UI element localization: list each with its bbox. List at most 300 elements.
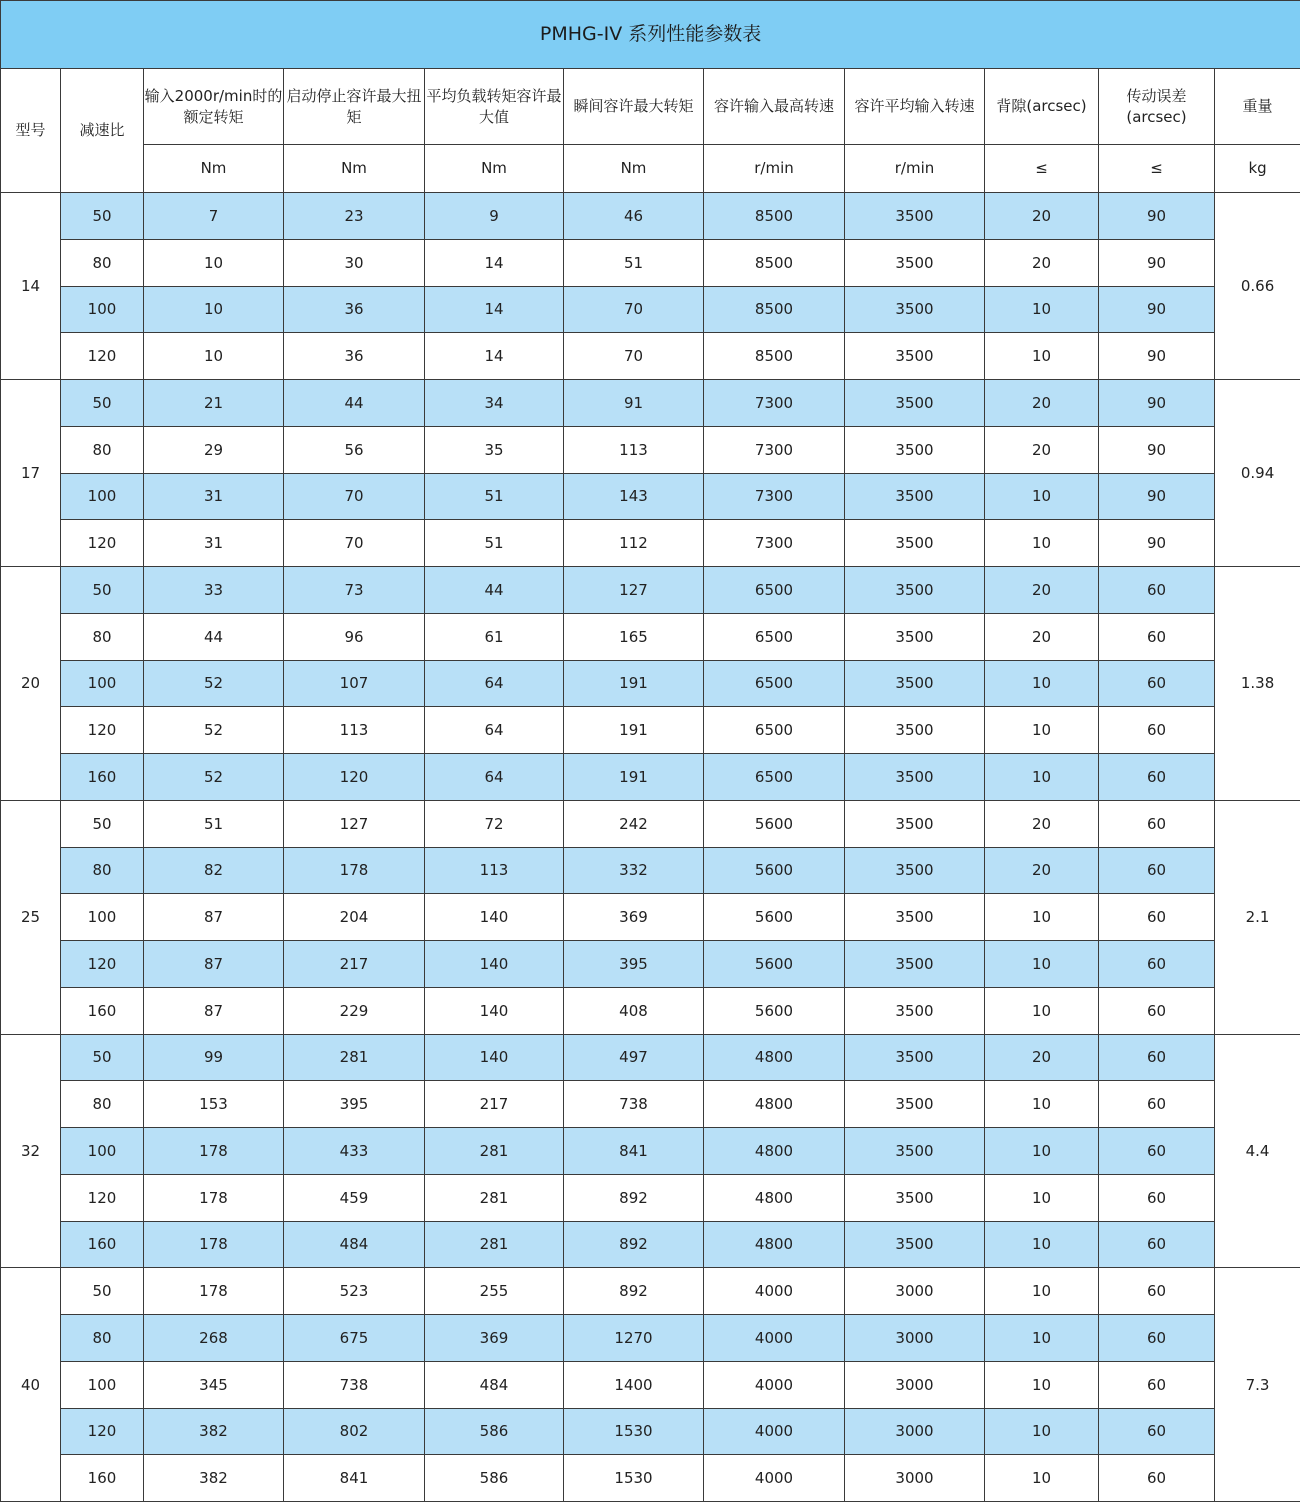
value-cell: 4800 (704, 1221, 845, 1268)
value-cell: 73 (284, 567, 425, 614)
header-max-input-speed: 容许输入最高转速 (704, 69, 845, 145)
value-cell: 20 (985, 239, 1099, 286)
ratio-cell: 80 (61, 239, 144, 286)
value-cell: 4800 (704, 1034, 845, 1081)
value-cell: 10 (144, 239, 284, 286)
value-cell: 23 (284, 193, 425, 240)
value-cell: 5600 (704, 941, 845, 988)
table-row (1, 239, 1300, 286)
value-cell: 60 (1099, 941, 1215, 988)
value-cell: 1270 (564, 1315, 704, 1362)
value-cell: 51 (425, 473, 564, 520)
value-cell: 4800 (704, 1174, 845, 1221)
value-cell: 64 (425, 754, 564, 801)
ratio-cell: 80 (61, 426, 144, 473)
value-cell: 281 (425, 1221, 564, 1268)
value-cell: 242 (564, 800, 704, 847)
table-row (1, 613, 1300, 660)
ratio-cell: 120 (61, 941, 144, 988)
value-cell: 112 (564, 520, 704, 567)
value-cell: 369 (564, 894, 704, 941)
value-cell: 586 (425, 1408, 564, 1455)
value-cell: 10 (985, 707, 1099, 754)
value-cell: 229 (284, 987, 425, 1034)
value-cell: 3500 (845, 520, 985, 567)
value-cell: 51 (144, 800, 284, 847)
value-cell: 70 (284, 473, 425, 520)
value-cell: 72 (425, 800, 564, 847)
value-cell: 841 (284, 1455, 425, 1502)
value-cell: 4000 (704, 1268, 845, 1315)
ratio-cell: 100 (61, 473, 144, 520)
value-cell: 6500 (704, 613, 845, 660)
ratio-cell: 80 (61, 613, 144, 660)
table-row (1, 894, 1300, 941)
value-cell: 4800 (704, 1081, 845, 1128)
value-cell: 140 (425, 987, 564, 1034)
value-cell: 20 (985, 426, 1099, 473)
ratio-cell: 100 (61, 1361, 144, 1408)
header-rated-torque: 输入2000r/min时的额定转矩 (144, 69, 284, 145)
value-cell: 484 (425, 1361, 564, 1408)
value-cell: 4000 (704, 1455, 845, 1502)
value-cell: 5600 (704, 987, 845, 1034)
value-cell: 70 (284, 520, 425, 567)
value-cell: 433 (284, 1128, 425, 1175)
value-cell: 3500 (845, 800, 985, 847)
value-cell: 21 (144, 380, 284, 427)
value-cell: 497 (564, 1034, 704, 1081)
value-cell: 127 (564, 567, 704, 614)
value-cell: 36 (284, 333, 425, 380)
value-cell: 60 (1099, 567, 1215, 614)
value-cell: 191 (564, 660, 704, 707)
ratio-cell: 100 (61, 894, 144, 941)
value-cell: 10 (144, 286, 284, 333)
value-cell: 8500 (704, 239, 845, 286)
value-cell: 3500 (845, 239, 985, 286)
ratio-cell: 50 (61, 193, 144, 240)
value-cell: 6500 (704, 754, 845, 801)
ratio-cell: 80 (61, 1315, 144, 1362)
value-cell: 892 (564, 1174, 704, 1221)
value-cell: 178 (284, 847, 425, 894)
value-cell: 46 (564, 193, 704, 240)
value-cell: 178 (144, 1174, 284, 1221)
value-cell: 60 (1099, 1361, 1215, 1408)
value-cell: 369 (425, 1315, 564, 1362)
value-cell: 20 (985, 1034, 1099, 1081)
table-row (1, 1408, 1300, 1455)
value-cell: 7300 (704, 473, 845, 520)
value-cell: 60 (1099, 800, 1215, 847)
value-cell: 10 (985, 1174, 1099, 1221)
value-cell: 113 (564, 426, 704, 473)
value-cell: 1530 (564, 1455, 704, 1502)
value-cell: 3500 (845, 941, 985, 988)
value-cell: 70 (564, 286, 704, 333)
value-cell: 268 (144, 1315, 284, 1362)
value-cell: 10 (144, 333, 284, 380)
value-cell: 52 (144, 754, 284, 801)
value-cell: 35 (425, 426, 564, 473)
value-cell: 408 (564, 987, 704, 1034)
value-cell: 4000 (704, 1315, 845, 1362)
value-cell: 10 (985, 1081, 1099, 1128)
value-cell: 20 (985, 380, 1099, 427)
value-cell: 60 (1099, 1268, 1215, 1315)
model-cell: 14 (1, 193, 61, 380)
value-cell: 56 (284, 426, 425, 473)
value-cell: 586 (425, 1455, 564, 1502)
weight-cell: 2.1 (1215, 800, 1300, 1034)
value-cell: 87 (144, 987, 284, 1034)
value-cell: 60 (1099, 1221, 1215, 1268)
value-cell: 51 (425, 520, 564, 567)
table-row (1, 941, 1300, 988)
value-cell: 459 (284, 1174, 425, 1221)
value-cell: 60 (1099, 1034, 1215, 1081)
ratio-cell: 120 (61, 333, 144, 380)
value-cell: 3500 (845, 894, 985, 941)
value-cell: 153 (144, 1081, 284, 1128)
value-cell: 60 (1099, 1315, 1215, 1362)
value-cell: 841 (564, 1128, 704, 1175)
value-cell: 120 (284, 754, 425, 801)
value-cell: 10 (985, 1128, 1099, 1175)
value-cell: 217 (425, 1081, 564, 1128)
table-row (1, 193, 1300, 240)
table-row (1, 707, 1300, 754)
value-cell: 61 (425, 613, 564, 660)
ratio-cell: 100 (61, 1128, 144, 1175)
header-momentary-torque: 瞬间容许最大转矩 (564, 69, 704, 145)
value-cell: 395 (564, 941, 704, 988)
weight-cell: 1.38 (1215, 567, 1300, 801)
value-cell: 20 (985, 847, 1099, 894)
weight-cell: 7.3 (1215, 1268, 1300, 1502)
model-cell: 17 (1, 380, 61, 567)
value-cell: 33 (144, 567, 284, 614)
value-cell: 3000 (845, 1315, 985, 1362)
value-cell: 10 (985, 894, 1099, 941)
value-cell: 217 (284, 941, 425, 988)
value-cell: 7300 (704, 380, 845, 427)
value-cell: 3500 (845, 660, 985, 707)
value-cell: 51 (564, 239, 704, 286)
header-transmission-error: 传动误差(arcsec) (1099, 69, 1215, 145)
value-cell: 1400 (564, 1361, 704, 1408)
weight-cell: 0.66 (1215, 193, 1300, 380)
value-cell: 3500 (845, 847, 985, 894)
table-row (1, 1361, 1300, 1408)
table-row (1, 660, 1300, 707)
value-cell: 3500 (845, 286, 985, 333)
ratio-cell: 120 (61, 520, 144, 567)
value-cell: 5600 (704, 894, 845, 941)
value-cell: 10 (985, 754, 1099, 801)
value-cell: 802 (284, 1408, 425, 1455)
ratio-cell: 50 (61, 380, 144, 427)
value-cell: 36 (284, 286, 425, 333)
value-cell: 52 (144, 660, 284, 707)
value-cell: 3500 (845, 707, 985, 754)
ratio-cell: 160 (61, 987, 144, 1034)
value-cell: 4800 (704, 1128, 845, 1175)
ratio-cell: 160 (61, 1455, 144, 1502)
value-cell: 30 (284, 239, 425, 286)
value-cell: 9 (425, 193, 564, 240)
value-cell: 52 (144, 707, 284, 754)
value-cell: 20 (985, 193, 1099, 240)
value-cell: 60 (1099, 1081, 1215, 1128)
model-cell: 20 (1, 567, 61, 801)
table-row (1, 567, 1300, 614)
value-cell: 4000 (704, 1408, 845, 1455)
table-row (1, 847, 1300, 894)
value-cell: 60 (1099, 754, 1215, 801)
value-cell: 3500 (845, 1034, 985, 1081)
value-cell: 7300 (704, 426, 845, 473)
value-cell: 165 (564, 613, 704, 660)
value-cell: 31 (144, 473, 284, 520)
value-cell: 738 (564, 1081, 704, 1128)
value-cell: 3500 (845, 426, 985, 473)
unit-cell: Nm (564, 145, 704, 193)
ratio-cell: 80 (61, 1081, 144, 1128)
header-avg-input-speed: 容许平均输入转速 (845, 69, 985, 145)
value-cell: 31 (144, 520, 284, 567)
value-cell: 64 (425, 707, 564, 754)
value-cell: 10 (985, 941, 1099, 988)
value-cell: 6500 (704, 707, 845, 754)
table-row (1, 1268, 1300, 1315)
unit-cell: kg (1215, 145, 1300, 193)
value-cell: 10 (985, 660, 1099, 707)
value-cell: 60 (1099, 987, 1215, 1034)
value-cell: 20 (985, 567, 1099, 614)
weight-cell: 4.4 (1215, 1034, 1300, 1268)
value-cell: 10 (985, 1455, 1099, 1502)
value-cell: 332 (564, 847, 704, 894)
unit-cell: r/min (845, 145, 985, 193)
table-row (1, 426, 1300, 473)
value-cell: 60 (1099, 1408, 1215, 1455)
value-cell: 70 (564, 333, 704, 380)
value-cell: 60 (1099, 707, 1215, 754)
value-cell: 178 (144, 1128, 284, 1175)
table-body (1, 193, 1300, 1502)
value-cell: 96 (284, 613, 425, 660)
table-row (1, 987, 1300, 1034)
value-cell: 140 (425, 894, 564, 941)
value-cell: 3500 (845, 1174, 985, 1221)
table-row (1, 473, 1300, 520)
header-model: 型号 (1, 69, 61, 193)
value-cell: 44 (144, 613, 284, 660)
value-cell: 140 (425, 1034, 564, 1081)
table-row (1, 1081, 1300, 1128)
value-cell: 64 (425, 660, 564, 707)
value-cell: 892 (564, 1268, 704, 1315)
table-row (1, 520, 1300, 567)
table-row (1, 1315, 1300, 1362)
unit-cell: Nm (144, 145, 284, 193)
table-row (1, 1034, 1300, 1081)
value-cell: 87 (144, 941, 284, 988)
ratio-cell: 160 (61, 1221, 144, 1268)
value-cell: 484 (284, 1221, 425, 1268)
value-cell: 29 (144, 426, 284, 473)
value-cell: 20 (985, 800, 1099, 847)
table-row (1, 800, 1300, 847)
value-cell: 10 (985, 1361, 1099, 1408)
ratio-cell: 50 (61, 567, 144, 614)
value-cell: 204 (284, 894, 425, 941)
header-weight: 重量 (1215, 69, 1300, 145)
value-cell: 3500 (845, 1128, 985, 1175)
value-cell: 82 (144, 847, 284, 894)
value-cell: 3000 (845, 1361, 985, 1408)
ratio-cell: 80 (61, 847, 144, 894)
unit-cell: Nm (284, 145, 425, 193)
value-cell: 3500 (845, 567, 985, 614)
table-row (1, 1128, 1300, 1175)
table-row (1, 754, 1300, 801)
table-row (1, 1221, 1300, 1268)
value-cell: 10 (985, 473, 1099, 520)
value-cell: 8500 (704, 193, 845, 240)
value-cell: 90 (1099, 333, 1215, 380)
value-cell: 191 (564, 707, 704, 754)
weight-cell: 0.94 (1215, 380, 1300, 567)
value-cell: 10 (985, 1221, 1099, 1268)
value-cell: 8500 (704, 286, 845, 333)
value-cell: 107 (284, 660, 425, 707)
value-cell: 6500 (704, 660, 845, 707)
value-cell: 90 (1099, 239, 1215, 286)
value-cell: 60 (1099, 1455, 1215, 1502)
value-cell: 3500 (845, 333, 985, 380)
value-cell: 3500 (845, 1221, 985, 1268)
unit-cell: ≤ (1099, 145, 1215, 193)
header-ratio: 减速比 (61, 69, 144, 193)
value-cell: 14 (425, 239, 564, 286)
table-row (1, 1174, 1300, 1221)
table-row (1, 286, 1300, 333)
value-cell: 3500 (845, 193, 985, 240)
value-cell: 395 (284, 1081, 425, 1128)
value-cell: 90 (1099, 473, 1215, 520)
unit-cell: Nm (425, 145, 564, 193)
value-cell: 44 (284, 380, 425, 427)
value-cell: 3000 (845, 1268, 985, 1315)
value-cell: 892 (564, 1221, 704, 1268)
value-cell: 281 (425, 1174, 564, 1221)
value-cell: 3500 (845, 473, 985, 520)
value-cell: 113 (425, 847, 564, 894)
value-cell: 345 (144, 1361, 284, 1408)
model-cell: 25 (1, 800, 61, 1034)
value-cell: 382 (144, 1408, 284, 1455)
value-cell: 3500 (845, 380, 985, 427)
table-title: PMHG-IV 系列性能参数表 (1, 1, 1300, 69)
value-cell: 14 (425, 333, 564, 380)
value-cell: 10 (985, 520, 1099, 567)
ratio-cell: 120 (61, 707, 144, 754)
value-cell: 90 (1099, 380, 1215, 427)
value-cell: 523 (284, 1268, 425, 1315)
ratio-cell: 50 (61, 1034, 144, 1081)
value-cell: 10 (985, 286, 1099, 333)
value-cell: 675 (284, 1315, 425, 1362)
ratio-cell: 160 (61, 754, 144, 801)
ratio-cell: 120 (61, 1174, 144, 1221)
ratio-cell: 120 (61, 1408, 144, 1455)
header-avg-load-torque: 平均负载转矩容许最大值 (425, 69, 564, 145)
value-cell: 60 (1099, 847, 1215, 894)
ratio-cell: 50 (61, 800, 144, 847)
ratio-cell: 50 (61, 1268, 144, 1315)
value-cell: 10 (985, 1315, 1099, 1362)
unit-cell: r/min (704, 145, 845, 193)
value-cell: 10 (985, 1408, 1099, 1455)
value-cell: 44 (425, 567, 564, 614)
value-cell: 60 (1099, 1174, 1215, 1221)
value-cell: 7300 (704, 520, 845, 567)
value-cell: 99 (144, 1034, 284, 1081)
value-cell: 6500 (704, 567, 845, 614)
value-cell: 60 (1099, 894, 1215, 941)
table-row (1, 333, 1300, 380)
value-cell: 127 (284, 800, 425, 847)
table-row (1, 1455, 1300, 1502)
value-cell: 140 (425, 941, 564, 988)
table-row (1, 380, 1300, 427)
value-cell: 3500 (845, 754, 985, 801)
header-start-stop-torque: 启动停止容许最大扭矩 (284, 69, 425, 145)
value-cell: 7 (144, 193, 284, 240)
value-cell: 4000 (704, 1361, 845, 1408)
value-cell: 178 (144, 1268, 284, 1315)
value-cell: 87 (144, 894, 284, 941)
ratio-cell: 100 (61, 660, 144, 707)
value-cell: 1530 (564, 1408, 704, 1455)
value-cell: 91 (564, 380, 704, 427)
value-cell: 10 (985, 1268, 1099, 1315)
value-cell: 255 (425, 1268, 564, 1315)
value-cell: 191 (564, 754, 704, 801)
value-cell: 178 (144, 1221, 284, 1268)
value-cell: 14 (425, 286, 564, 333)
value-cell: 60 (1099, 613, 1215, 660)
unit-cell: ≤ (985, 145, 1099, 193)
value-cell: 20 (985, 613, 1099, 660)
value-cell: 8500 (704, 333, 845, 380)
value-cell: 5600 (704, 800, 845, 847)
value-cell: 281 (284, 1034, 425, 1081)
ratio-cell: 100 (61, 286, 144, 333)
value-cell: 90 (1099, 426, 1215, 473)
value-cell: 113 (284, 707, 425, 754)
value-cell: 90 (1099, 520, 1215, 567)
value-cell: 10 (985, 333, 1099, 380)
value-cell: 3500 (845, 613, 985, 660)
value-cell: 34 (425, 380, 564, 427)
header-backlash: 背隙(arcsec) (985, 69, 1099, 145)
value-cell: 143 (564, 473, 704, 520)
value-cell: 382 (144, 1455, 284, 1502)
